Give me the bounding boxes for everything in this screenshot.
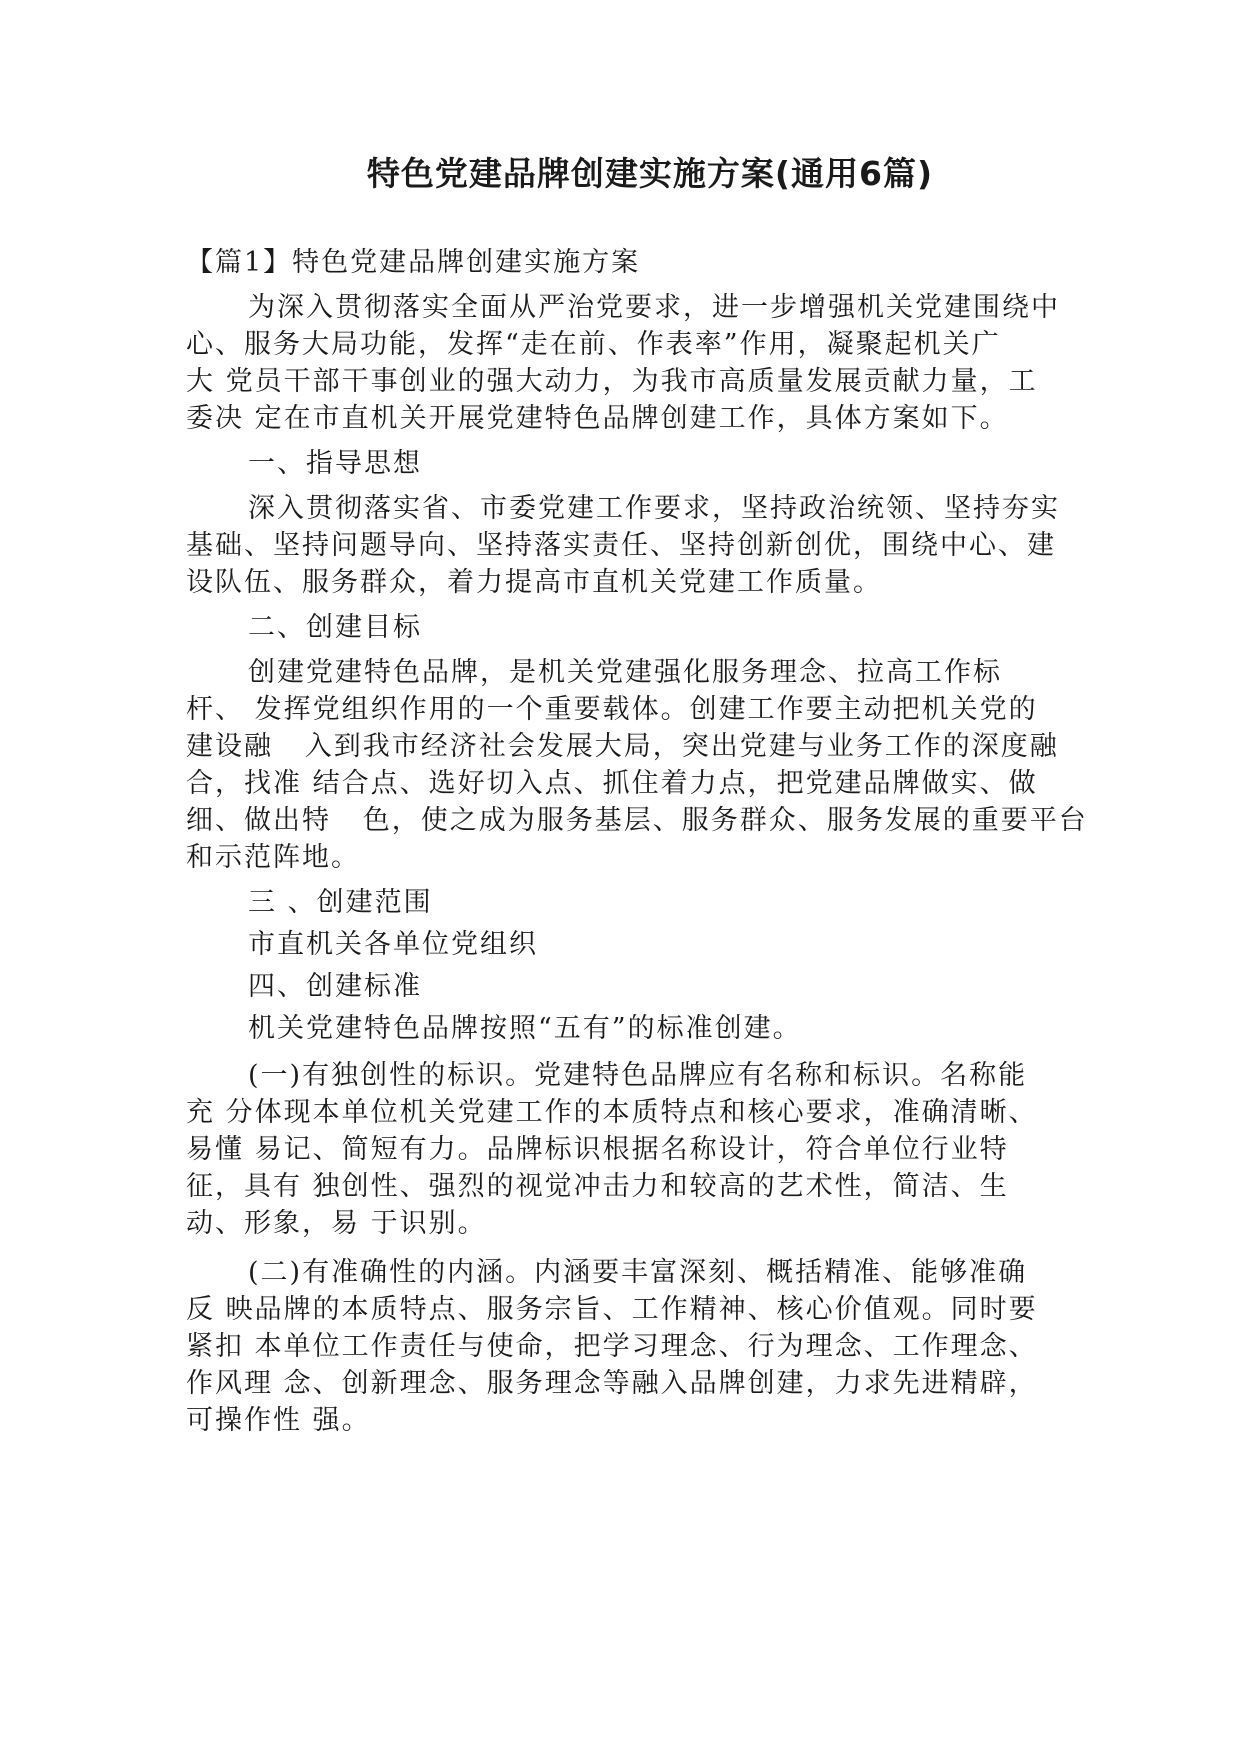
paragraph-line: 易懂 易记、简短有力。品牌标识根据名称设计，符合单位行业特 [186, 1134, 1009, 1165]
paragraph-line: 为深入贯彻落实全面从严治党要求，进一步增强机关党建围绕中 [248, 292, 1060, 323]
subheading: 三 、创建范围 [248, 887, 433, 918]
section-heading: 【篇1】特色党建品牌创建实施方案 [186, 247, 641, 278]
paragraph-line: 设队伍、服务群众，着力提高市直机关党建工作质量。 [186, 567, 882, 598]
paragraph-line: (二)有准确性的内涵。内涵要丰富深刻、概括精准、能够准确 [248, 1257, 1028, 1288]
document-title: 特色党建品牌创建实施方案(通用6篇) [366, 154, 934, 193]
paragraph-line: 征，具有 独创性、强烈的视觉冲击力和较高的艺术性，简洁、生 [186, 1171, 1009, 1202]
paragraph-line: 心、服务大局功能，发挥“走在前、作表率”作用，凝聚起机关广 [186, 329, 1001, 360]
paragraph-line: 和示范阵地。 [186, 842, 360, 873]
paragraph-line: 动、形象，易 于识别。 [186, 1208, 487, 1239]
paragraph-line: 紧扣 本单位工作责任与使命，把学习理念、行为理念、工作理念、 [186, 1331, 1038, 1362]
paragraph-line: 合，找准 结合点、选好切入点、抓住着力点，把党建品牌做实、做 [186, 768, 1038, 799]
subheading: 二、创建目标 [248, 612, 422, 643]
paragraph-line: 建设融 入到我市经济社会发展大局，突出党建与业务工作的深度融 [186, 731, 1059, 762]
paragraph-line: 大 党员干部干事创业的强大动力，为我市高质量发展贡献力量，工 [186, 366, 1038, 397]
paragraph-line: 可操作性 强。 [186, 1405, 371, 1436]
paragraph-line: 反 映品牌的本质特点、服务宗旨、工作精神、核心价值观。同时要 [186, 1294, 1038, 1325]
paragraph-line: 基础、坚持问题导向、坚持落实责任、坚持创新创优，围绕中心、建 [186, 530, 1056, 561]
paragraph-line: 创建党建特色品牌，是机关党建强化服务理念、拉高工作标 [248, 657, 1002, 688]
paragraph-line: 作风理 念、创新理念、服务理念等融入品牌创建，力求先进精辟， [186, 1368, 1038, 1399]
paragraph-line: 深入贯彻落实省、市委党建工作要求，坚持政治统领、坚持夯实 [248, 493, 1060, 524]
paragraph-line: (一)有独创性的标识。党建特色品牌应有名称和标识。名称能 [248, 1060, 1028, 1091]
paragraph-line: 市直机关各单位党组织 [248, 929, 538, 960]
paragraph-line: 委决 定在市直机关开展党建特色品牌创建工作，具体方案如下。 [186, 403, 1009, 434]
subheading: 一、指导思想 [248, 448, 422, 479]
paragraph-line: 机关党建特色品牌按照“五有”的标准创建。 [248, 1013, 802, 1044]
subheading: 四、创建标准 [248, 971, 422, 1002]
paragraph-line: 杆、 发挥党组织作用的一个重要载体。创建工作要主动把机关党的 [186, 694, 1038, 725]
paragraph-line: 细、做出特 色，使之成为服务基层、服务群众、服务发展的重要平台 [186, 805, 1088, 836]
paragraph-line: 充 分体现本单位机关党建工作的本质特点和核心要求，准确清晰、 [186, 1097, 1038, 1128]
